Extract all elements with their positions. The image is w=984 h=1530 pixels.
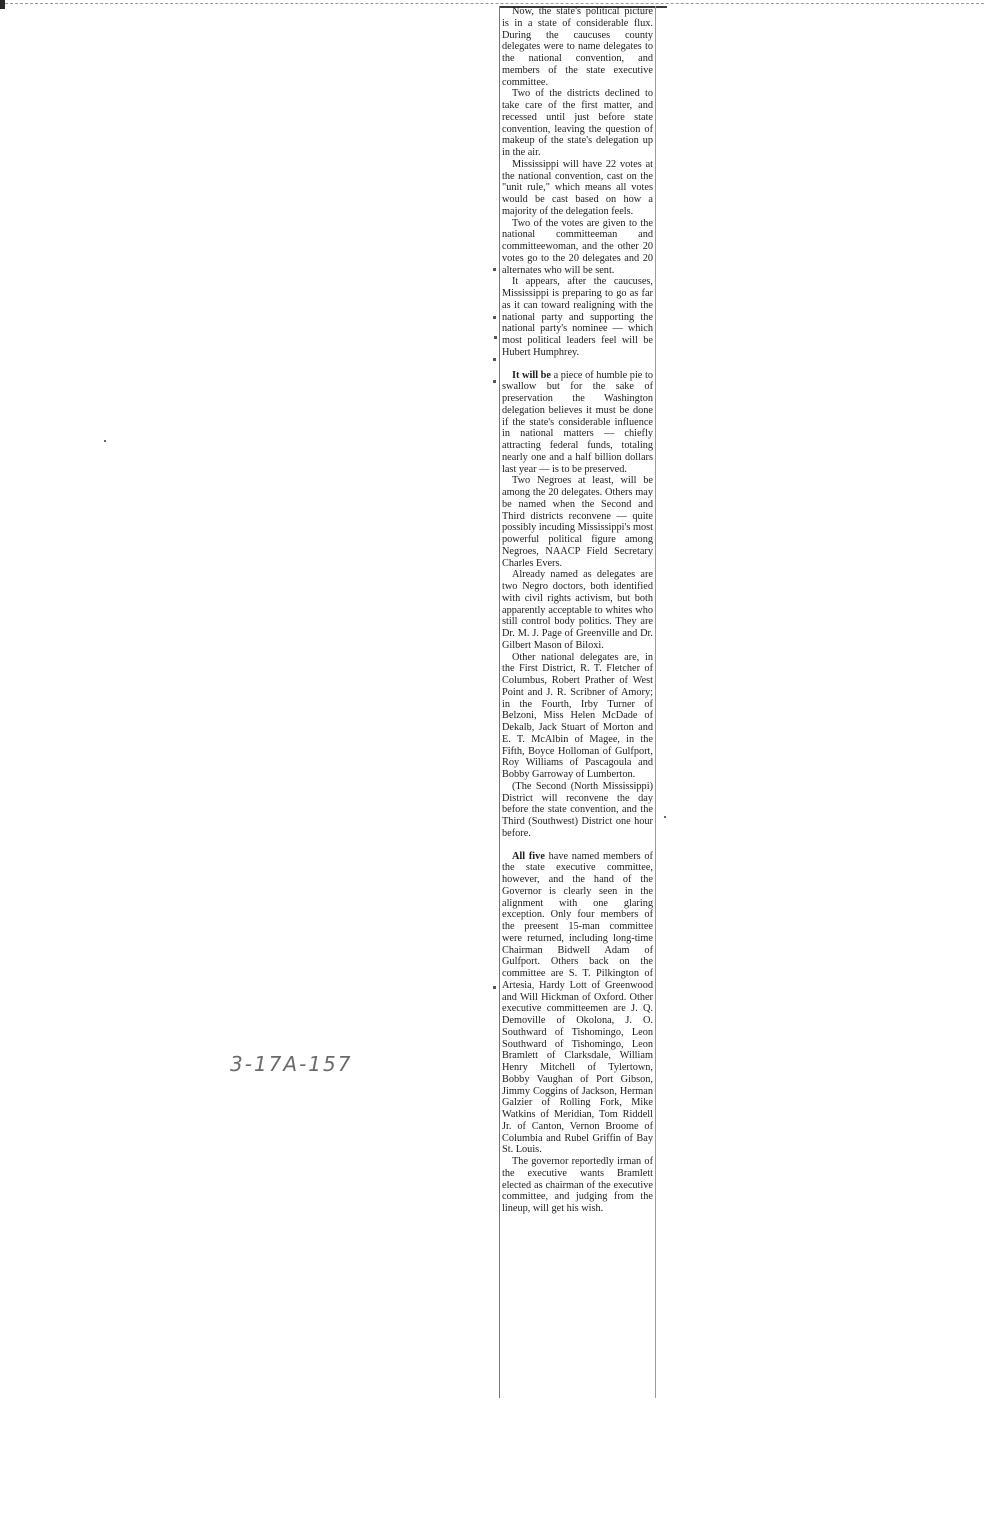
- paragraph-8: Already named as delegates are two Negro doctors, both identified with civil rights activism, but both apparently acceptable to whites who still control body politics. They are Dr. M. J. Page of Greenville and Dr. Gilbert Mason of Biloxi.: [502, 569, 653, 651]
- paragraph-9: Other national delegates are, in the First District, R. T. Fletcher of Columbus, Robert Prather of West Point and J. R. Scribner of Amory; in the Fourth, Irby Turner of Belzoni, Miss Helen McDade of Dekalb, Jack Stuart of Morton and E. T. McAlbin of Magee, in the Fifth, Boyce Holloman of Gulfport, Roy Williams of Pascagoula and Bobby Garroway of Lumberton.: [502, 651, 653, 780]
- corner-mark: [0, 0, 5, 9]
- paragraph-10: (The Second (North Mississippi) District will reconvene the day before the state convention, and the Third (Southwest) District one hour before.: [502, 780, 653, 839]
- paragraph-5: It appears, after the caucuses, Mississippi is preparing to go as far as it can toward realigning with the national party and supporting the national party's nominee — which most political leaders feel will be Hubert Humphrey.: [502, 276, 653, 358]
- paragraph-2: Two of the districts declined to take care of the first matter, and recessed until just before state convention, leaving the question of makeup of the state's delegation up in the air.: [502, 88, 653, 158]
- margin-tick: [494, 336, 497, 339]
- lead-in-text: It will be: [512, 369, 551, 381]
- paragraph-11: [502, 851, 653, 1157]
- margin-tick: [493, 358, 496, 361]
- margin-tick: [493, 986, 496, 989]
- paragraph-6: [502, 370, 653, 476]
- paragraph-3: Mississippi will have 22 votes at the national convention, cast on the "unit rule," which means all votes would be cast based on how a majority of the delegation feels.: [502, 158, 653, 217]
- margin-tick: [493, 316, 496, 319]
- page-top-border: [0, 3, 984, 4]
- scan-speck: [664, 816, 666, 818]
- margin-tick: [493, 268, 496, 271]
- news-clipping-column: [499, 6, 656, 1398]
- paragraph-12: The governor reportedly irman of the executive wants Bramlett elected as chairman of the executive committee, and judging from the lineup, will get his wish.: [502, 1156, 653, 1214]
- paragraph-1: Now, the state's political picture is in a state of considerable flux. During the caucuses county delegates were to name delegates to the national convention, and members of the state executive committee.: [502, 6, 653, 88]
- paragraph-body: a piece of humble pie to swallow but for the sake of preservation the Washington delegation believes it must be done if the state's considerable influence in national matters — chiefly attracting federal funds, totaling nearly one and a half billion dollars last year — is to be preserved.: [502, 369, 653, 475]
- scan-speck: [104, 440, 106, 442]
- paragraph-body: have named members of the state executive committee, however, and the hand of the Governor is clearly seen in the alignment with one glaring exception. Only four members of the preesent 15-man committee were returned, including long-time Chairman Bidwell Adam of Gulfport. Others back on the committee are S. T. Pilkington of Artesia, Hardy Lott of Greenwood and Will Hickman of Oxford. Other executive committeemen are J. Q. Demoville of Okolona, J. O. Southward of Tishomingo, Leon Southward of Tishomingo, Leon Bramlett of Clarksdale, William Henry Mitchell of Tylertown, Bobby Vaughan of Port Gibson, Jimmy Coggins of Jackson, Herman Galzier of Rolling Fork, Mike Watkins of Meridian, Tom Riddell Jr. of Canton, Vernon Broome of Columbia and Rubel Griffin of Bay St. Louis.: [502, 850, 653, 1156]
- handwritten-note: 3-17A-157: [230, 1052, 353, 1076]
- paragraph-4: Two of the votes are given to the national committeeman and committeewoman, and the other 20 votes go to the 20 delegates and 20 alternates who will be sent.: [502, 217, 653, 276]
- margin-tick: [493, 380, 496, 383]
- paragraph-7: Two Negroes at least, will be among the 20 delegates. Others may be named when the Second and Third districts reconvene — quite possibly incuding Mississippi's most powerful political figure among Negroes, NAACP Field Secretary Charles Evers.: [502, 475, 653, 569]
- lead-in-text: All five: [512, 850, 545, 862]
